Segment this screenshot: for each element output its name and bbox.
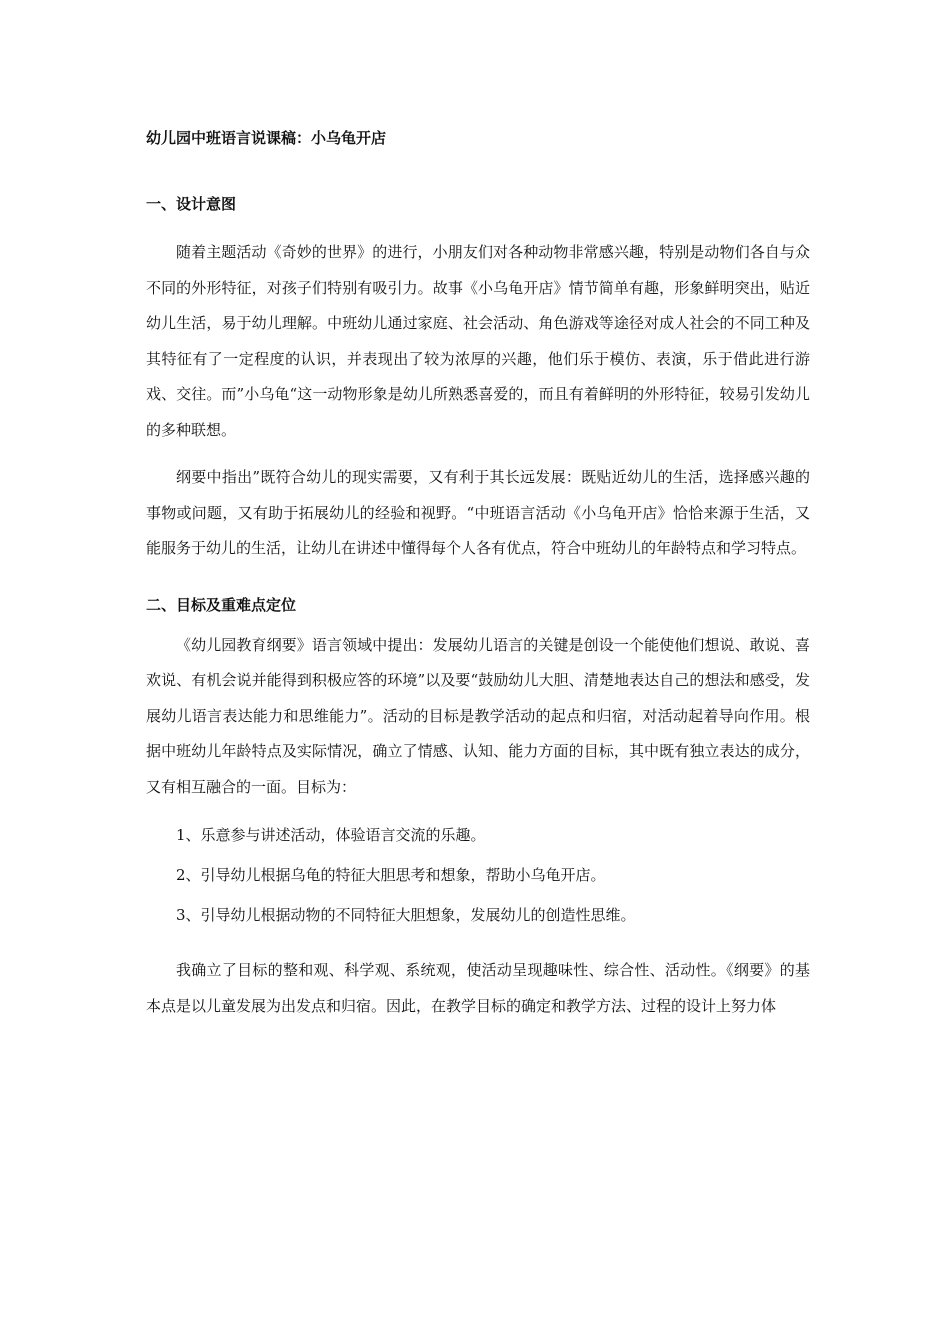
paragraph-goals-intro: 《幼儿园教育纲要》语言领域中提出：发展幼儿语言的关键是创设一个能使他们想说、敢说、喜欢说、有机会说并能得到积极应答的环境”以及要“鼓励幼儿大胆、清楚地表达自己的想法和感受，发展幼儿语言表达能力和思维能力”。活动的目标是教学活动的起点和归宿，对活动起着导向作用。根据中班幼儿年龄特点及实际情况，确立了情感、认知、能力方面的目标，其中既有独立表达的成分，又有相互融合的一面。目标为：: [146, 635, 810, 796]
paragraph-goals-conclusion: 我确立了目标的整和观、科学观、系统观，使活动呈现趣味性、综合性、活动性。《纲要》的基本点是以儿童发展为出发点和归宿。因此，在教学目标的确定和教学方法、过程的设计上努力体: [146, 961, 810, 1015]
section-heading-goals: 二、目标及重难点定位: [146, 595, 297, 614]
section-heading-design-intent: 一、设计意图: [146, 195, 237, 213]
goal-item: 2、引导幼儿根据乌龟的特征大胆思考和想象，帮助小乌龟开店。: [176, 866, 606, 884]
document-title: 幼儿园中班语言说课稿：小乌龟开店: [146, 129, 387, 147]
paragraph-design-intent-2: 纲要中指出”既符合幼儿的现实需要，又有利于其长远发展：既贴近幼儿的生活，选择感兴趣的事物或问题，又有助于拓展幼儿的经验和视野。“中班语言活动《小乌龟开店》恰恰来源于生活，又能服务于幼儿的生活，让幼儿在讲述中懂得每个人各有优点，符合中班幼儿的年龄特点和学习特点。: [146, 468, 810, 557]
paragraph-design-intent-1: 随着主题活动《奇妙的世界》的进行，小朋友们对各种动物非常感兴趣，特别是动物们各自与众不同的外形特征，对孩子们特别有吸引力。故事《小乌龟开店》情节简单有趣，形象鲜明突出，贴近幼儿生活，易于幼儿理解。中班幼儿通过家庭、社会活动、角色游戏等途径对成人社会的不同工种及其特征有了一定程度的认识，并表现出了较为浓厚的兴趣，他们乐于模仿、表演，乐于借此进行游戏、交往。而”小乌龟“这一动物形象是幼儿所熟悉喜爱的，而且有着鲜明的外形特征，较易引发幼儿的多种联想。: [146, 243, 810, 439]
goal-item: 1、乐意参与讲述活动，体验语言交流的乐趣。: [176, 826, 486, 844]
document-page: [146, 128, 810, 1024]
goal-item: 3、引导幼儿根据动物的不同特征大胆想象，发展幼儿的创造性思维。: [176, 906, 636, 924]
